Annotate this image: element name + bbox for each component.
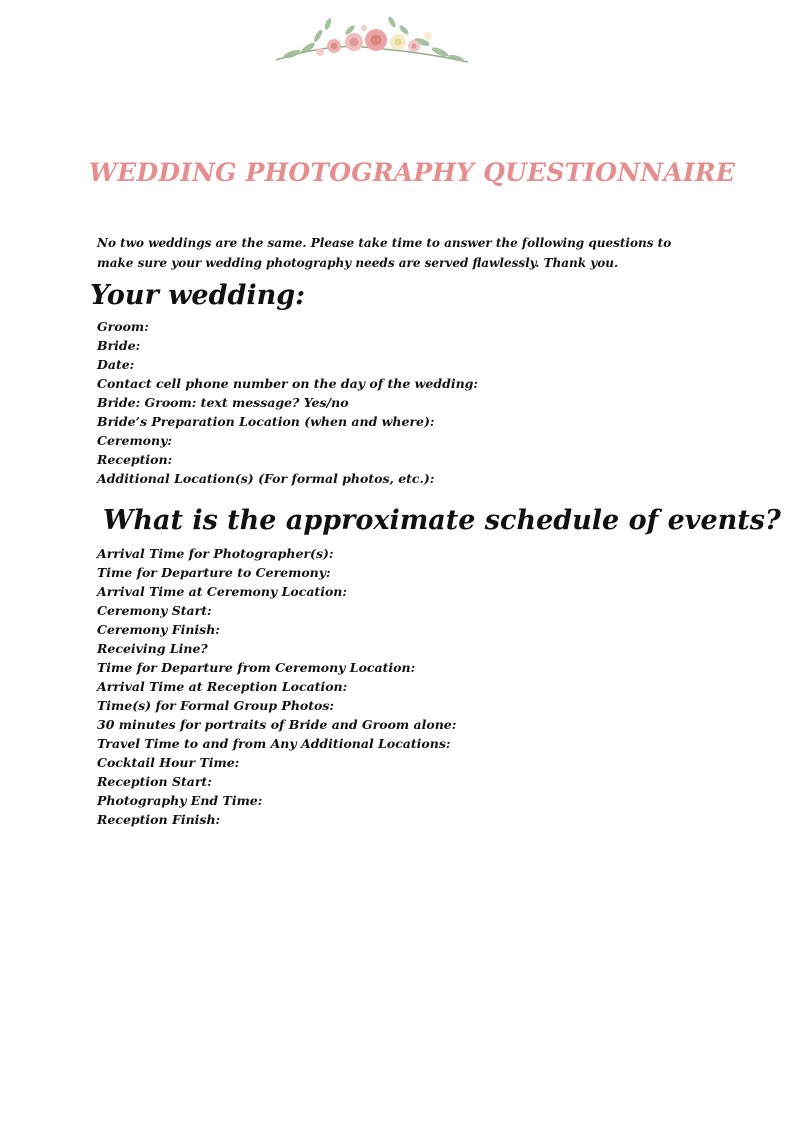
field-preparation-location: Bride’s Preparation Location (when and where): [97, 414, 435, 429]
field-departure-to-ceremony: Time for Departure to Ceremony: [97, 565, 331, 580]
field-cocktail-hour: Cocktail Hour Time: [97, 755, 240, 770]
field-arrival-reception: Arrival Time at Reception Location: [97, 679, 348, 694]
field-date: Date: [97, 357, 135, 372]
field-groom: Groom: [97, 319, 149, 334]
wedding-details-list [97, 317, 478, 488]
section-heading-schedule: What is the approximate schedule of events? [103, 505, 781, 536]
field-arrival-ceremony: Arrival Time at Ceremony Location: [97, 584, 347, 599]
section-heading-your-wedding: Your wedding: [90, 280, 306, 311]
field-text-message: Bride: Groom: text message? Yes/no [97, 395, 349, 410]
field-contact-phone: Contact cell phone number on the day of the wedding: [97, 376, 479, 391]
field-portraits: 30 minutes for portraits of Bride and Groom alone: [97, 717, 457, 732]
field-reception-finish: Reception Finish: [97, 812, 221, 827]
field-reception: Reception: [97, 452, 173, 467]
field-receiving-line: Receiving Line? [97, 641, 208, 656]
intro-paragraph: No two weddings are the same. Please take time to answer the following questions to make sure your wedding photography needs are served flawlessly. Thank you. [97, 236, 672, 270]
floral-decoration-icon [272, 12, 472, 70]
field-photographer-arrival: Arrival Time for Photographer(s): [97, 546, 334, 561]
field-photography-end: Photography End Time: [97, 793, 263, 808]
field-departure-from-ceremony: Time for Departure from Ceremony Location: [97, 660, 416, 675]
field-reception-start: Reception Start: [97, 774, 212, 789]
field-ceremony-start: Ceremony Start: [97, 603, 212, 618]
page-title: WEDDING PHOTOGRAPHY QUESTIONNAIRE [88, 158, 736, 187]
field-ceremony-finish: Ceremony Finish: [97, 622, 220, 637]
field-ceremony: Ceremony: [97, 433, 172, 448]
field-travel-time: Travel Time to and from Any Additional Locations: [97, 736, 451, 751]
field-formal-group-photos: Time(s) for Formal Group Photos: [97, 698, 335, 713]
field-bride: Bride: [97, 338, 141, 353]
schedule-list [97, 544, 456, 829]
field-additional-locations: Additional Location(s) (For formal photos, etc.): [97, 471, 435, 486]
